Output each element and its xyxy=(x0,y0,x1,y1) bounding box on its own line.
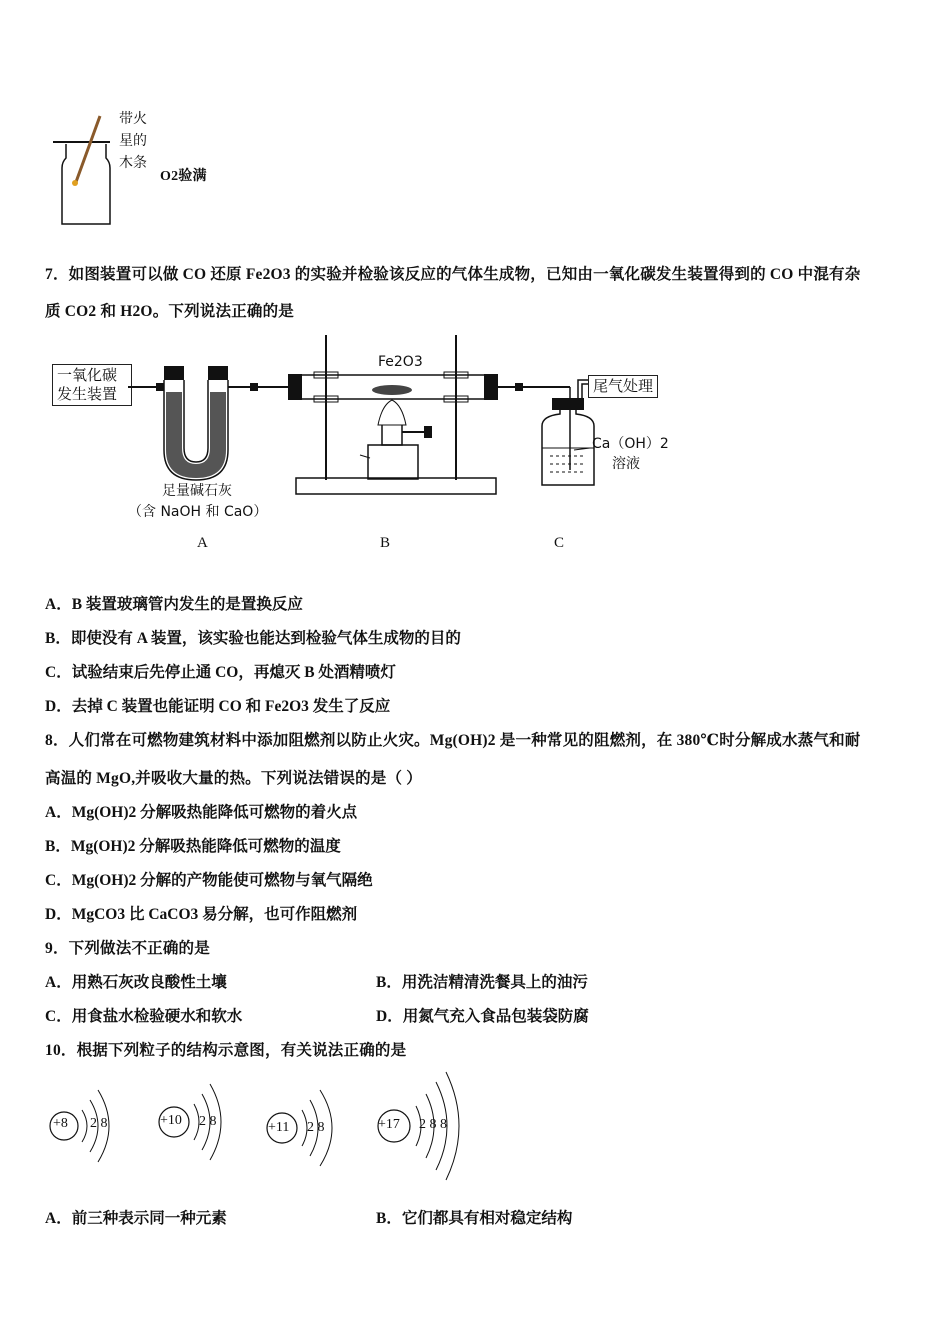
q8-option-c[interactable]: C．Mg(OH)2 分解的产物能使可燃物与氧气隔绝 xyxy=(45,872,373,889)
label-c: C xyxy=(554,535,565,551)
caoh2-label: Ca（OH）2 溶液 xyxy=(592,436,669,472)
gas-bottle-with-splint xyxy=(48,112,168,232)
q8-stem-line2: 高温的 MgO,并吸收大量的热。下列说法错误的是（ ） xyxy=(45,770,422,787)
q8-option-d[interactable]: D．MgCO3 比 CaCO3 易分解，也可作阻燃剂 xyxy=(45,906,358,923)
q10-option-a[interactable]: A．前三种表示同一种元素 xyxy=(45,1210,227,1227)
fe2o3-label: Fe2O3 xyxy=(378,354,423,370)
q9-option-a[interactable]: A．用熟石灰改良酸性土壤 xyxy=(45,974,227,991)
q7-option-a[interactable]: A．B 装置玻璃管内发生的是置换反应 xyxy=(45,596,303,613)
q8-stem-line1 xyxy=(45,728,861,750)
q8-option-a[interactable]: A．Mg(OH)2 分解吸热能降低可燃物的着火点 xyxy=(45,804,358,821)
q7-option-b[interactable]: B．即使没有 A 装置，该实验也能达到检验气体生成物的目的 xyxy=(45,630,461,647)
q8-option-b[interactable]: B．Mg(OH)2 分解吸热能降低可燃物的温度 xyxy=(45,838,341,855)
q7-stem-line1 xyxy=(45,262,860,284)
q9-option-b[interactable]: B．用洗洁精清洗餐具上的油污 xyxy=(376,974,588,991)
q9-text: 下列做法不正确的是 xyxy=(68,940,210,957)
q7-option-c[interactable]: C．试验结束后先停止通 CO，再熄灭 B 处酒精喷灯 xyxy=(45,664,396,681)
q9-option-c[interactable]: C．用食盐水检验硬水和软水 xyxy=(45,1008,243,1025)
o2-caption: O2验满 xyxy=(160,169,207,184)
q9-number: 9． xyxy=(45,940,69,957)
q7-stem-line2: 质 CO2 和 H2O。下列说法正确的是 xyxy=(45,303,294,320)
soda-lime-label: 足量碱石灰 xyxy=(162,483,232,499)
q10-text: 根据下列粒子的结构示意图，有关说法正确的是 xyxy=(76,1042,407,1059)
q9-stem xyxy=(45,936,210,958)
splint-label-1: 带火 xyxy=(119,111,147,127)
label-a: A xyxy=(197,535,208,551)
q7-text-1: 如图装置可以做 CO 还原 Fe2O3 的实验并检验该反应的气体生成物，已知由一氧化碳发生装置得到的 CO 中混有杂 xyxy=(68,266,861,283)
q9-option-d[interactable]: D．用氮气充入食品包装袋防腐 xyxy=(376,1008,589,1025)
tail-gas-box: 尾气处理 xyxy=(588,375,658,398)
q7-option-d[interactable]: D．去掉 C 装置也能证明 CO 和 Fe2O3 发生了反应 xyxy=(45,698,391,715)
label-b: B xyxy=(380,535,391,551)
splint-label-2: 星的 xyxy=(119,133,147,149)
q10-number: 10． xyxy=(45,1042,77,1059)
splint-label-3: 木条 xyxy=(119,155,147,171)
q8-text-1: 人们常在可燃物建筑材料中添加阻燃剂以防止火灾。Mg(OH)2 是一种常见的阻燃剂，在 380℃时分解成水蒸气和耐 xyxy=(68,732,861,749)
q7-number: 7． xyxy=(45,266,69,283)
co-generator-box: 一氧化碳 发生装置 xyxy=(52,364,132,406)
q10-option-b[interactable]: B．它们都具有相对稳定结构 xyxy=(376,1210,573,1227)
q10-stem xyxy=(45,1038,406,1060)
q8-number: 8． xyxy=(45,732,69,749)
soda-lime-note: （含 NaOH 和 CaO） xyxy=(128,504,268,520)
